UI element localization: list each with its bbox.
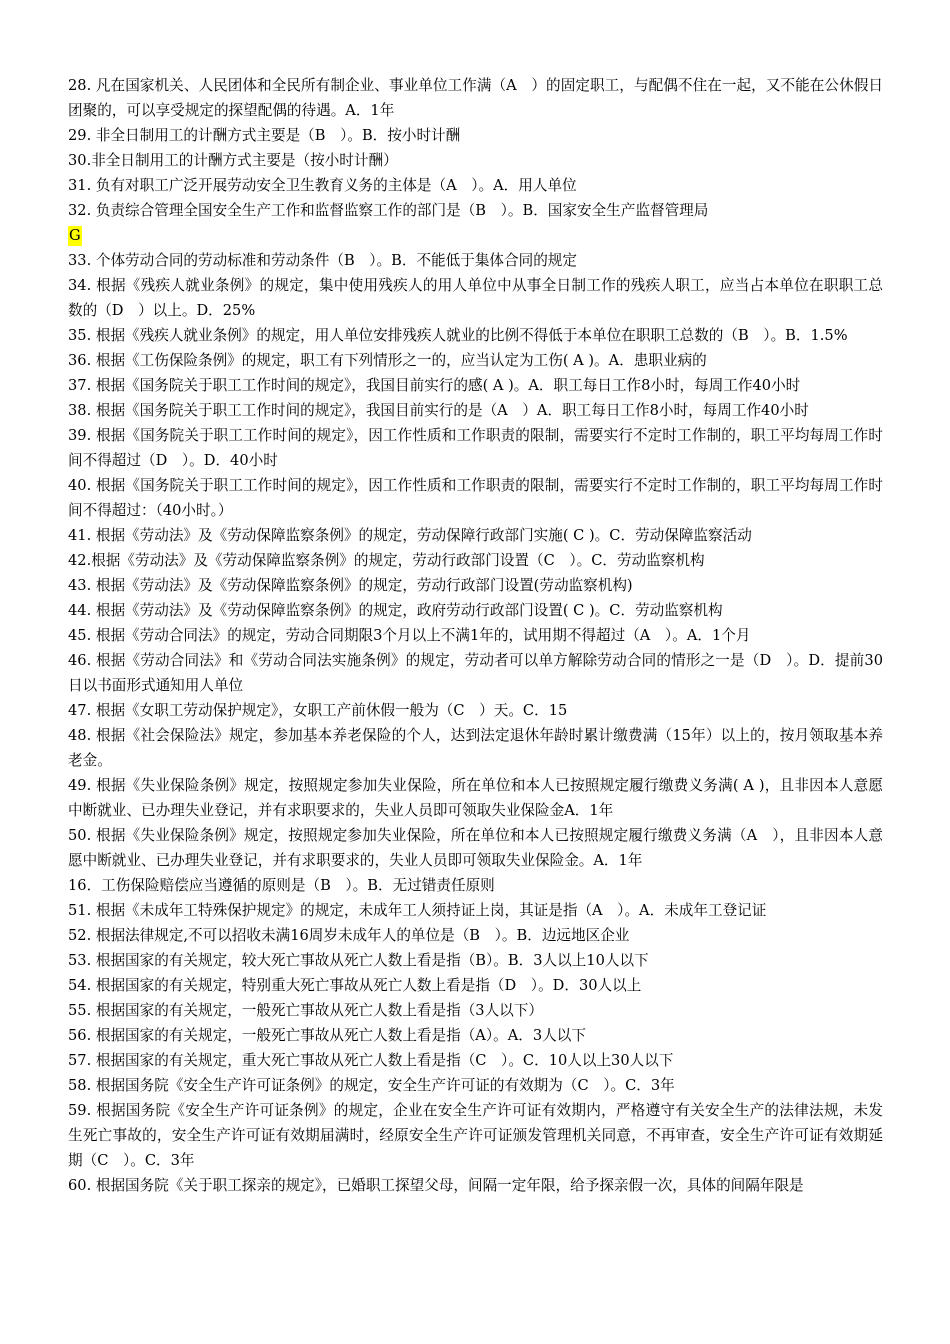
paragraph-39: 39. 根据《国务院关于职工工作时间的规定》，因工作性质和工作职责的限制，需要实行不定时工作制的，职工平均每周工作时间不得超过（D ）。D．40小时 bbox=[68, 427, 883, 469]
paragraph-40: 40. 根据《国务院关于职工工作时间的规定》，因工作性质和工作职责的限制，需要实行不定时工作制的，职工平均每周工作时间不得超过：（40小时。） bbox=[68, 477, 883, 519]
paragraph-57: 57. 根据国家的有关规定，重大死亡事故从死亡人数上看是指（C ）。C．10人以上30人以下 bbox=[68, 1052, 674, 1069]
paragraph-16: 16．工伤保险赔偿应当遵循的原则是（B ）。B．无过错责任原则 bbox=[68, 877, 495, 894]
highlighted-letter: G bbox=[69, 227, 81, 244]
paragraph-44: 44. 根据《劳动法》及《劳动保障监察条例》的规定，政府劳动行政部门设置( C )。C．劳动监察机构 bbox=[68, 602, 723, 619]
paragraph-54: 54. 根据国家的有关规定，特别重大死亡事故从死亡人数上看是指（D ）。D．30人以上 bbox=[68, 977, 642, 994]
paragraph-59: 59. 根据国务院《安全生产许可证条例》的规定，企业在安全生产许可证有效期内，严格遵守有关安全生产的法律法规，未发生死亡事故的，安全生产许可证有效期届满时，经原安全生产许可证颁发管理机关同意，不再审查，安全生产许可证有效期延期（C ）。C．3年 bbox=[68, 1102, 883, 1169]
paragraph-42: 42.根据《劳动法》及《劳动保障监察条例》的规定，劳动行政部门设置（C ）。C．劳动监察机构 bbox=[68, 552, 705, 569]
paragraph-45: 45. 根据《劳动合同法》的规定，劳动合同期限3个月以上不满1年的，试用期不得超过（A ）。A．1个月 bbox=[68, 627, 751, 644]
paragraph-56: 56. 根据国家的有关规定，一般死亡事故从死亡人数上看是指（A）。A．3人以下 bbox=[68, 1027, 586, 1044]
section-letter-g bbox=[68, 223, 883, 248]
paragraph-38: 38. 根据《国务院关于职工工作时间的规定》，我国目前实行的是（A ）A．职工每日工作8小时，每周工作40小时 bbox=[68, 402, 809, 419]
paragraph-53: 53. 根据国家的有关规定，较大死亡事故从死亡人数上看是指（B）。B．3人以上10人以下 bbox=[68, 952, 649, 969]
paragraph-34: 34. 根据《残疾人就业条例》的规定，集中使用残疾人的用人单位中从事全日制工作的残疾人职工，应当占本单位在职职工总数的（D ）以上。D．25% bbox=[68, 277, 883, 319]
paragraph-43: 43. 根据《劳动法》及《劳动保障监察条例》的规定，劳动行政部门设置(劳动监察机构) bbox=[68, 577, 633, 594]
paragraph-32: 32. 负责综合管理全国安全生产工作和监督监察工作的部门是（B ）。B．国家安全生产监督管理局 bbox=[68, 202, 709, 219]
paragraph-46: 46. 根据《劳动合同法》和《劳动合同法实施条例》的规定，劳动者可以单方解除劳动合同的情形之一是（D ）。D．提前30日以书面形式通知用人单位 bbox=[68, 652, 883, 694]
paragraph-29: 29. 非全日制用工的计酬方式主要是（B ）。B．按小时计酬 bbox=[68, 127, 461, 144]
paragraph-31: 31. 负有对职工广泛开展劳动安全卫生教育义务的主体是（A ）。A．用人单位 bbox=[68, 177, 577, 194]
paragraph-52: 52. 根据法律规定,不可以招收未满16周岁未成年人的单位是（B ）。B．边远地区企业 bbox=[68, 927, 630, 944]
paragraph-58: 58. 根据国务院《安全生产许可证条例》的规定，安全生产许可证的有效期为（C ）。C．3年 bbox=[68, 1077, 675, 1094]
paragraph-30: 30.非全日制用工的计酬方式主要是（按小时计酬） bbox=[68, 152, 398, 169]
paragraph-48: 48. 根据《社会保险法》规定，参加基本养老保险的个人，达到法定退休年龄时累计缴费满（15年）以上的，按月领取基本养老金。 bbox=[68, 727, 883, 769]
paragraph-37: 37. 根据《国务院关于职工工作时间的规定》，我国目前实行的感( A )。A．职工每日工作8小时，每周工作40小时 bbox=[68, 377, 801, 394]
paragraph-33: 33. 个体劳动合同的劳动标准和劳动条件（B ）。B．不能低于集体合同的规定 bbox=[68, 252, 577, 269]
paragraph-49: 49. 根据《失业保险条例》规定，按照规定参加失业保险，所在单位和本人已按照规定履行缴费义务满( A )，且非因本人意愿中断就业、已办理失业登记，并有求职要求的，失业人员即可领取失业保险金A．1年 bbox=[68, 777, 883, 819]
paragraph-51: 51. 根据《未成年工特殊保护规定》的规定，未成年工人须持证上岗，其证是指（A ）。A．未成年工登记证 bbox=[68, 902, 767, 919]
paragraph-35: 35. 根据《残疾人就业条例》的规定，用人单位安排残疾人就业的比例不得低于本单位在职职工总数的（B ）。B．1.5% bbox=[68, 327, 848, 344]
paragraph-60: 60. 根据国务院《关于职工探亲的规定》，已婚职工探望父母，间隔一定年限，给予探亲假一次，具体的间隔年限是 bbox=[68, 1177, 804, 1194]
paragraph-50: 50. 根据《失业保险条例》规定，按照规定参加失业保险，所在单位和本人已按照规定履行缴费义务满（A ），且非因本人意愿中断就业、已办理失业登记，并有求职要求的，失业人员即可领取失业保险金。A．1年 bbox=[68, 827, 883, 869]
paragraph-47: 47. 根据《女职工劳动保护规定》，女职工产前休假一般为（C ）天。C．15 bbox=[68, 702, 568, 719]
paragraph-55: 55. 根据国家的有关规定，一般死亡事故从死亡人数上看是指（3人以下） bbox=[68, 1002, 543, 1019]
document-body bbox=[68, 73, 883, 1198]
paragraph-28: 28. 凡在国家机关、人民团体和全民所有制企业、事业单位工作满（A ）的固定职工，与配偶不住在一起，又不能在公休假日团聚的，可以享受规定的探望配偶的待遇。A．1年 bbox=[68, 77, 883, 119]
paragraph-41: 41. 根据《劳动法》及《劳动保障监察条例》的规定，劳动保障行政部门实施( C )。C．劳动保障监察活动 bbox=[68, 527, 752, 544]
paragraph-36: 36. 根据《工伤保险条例》的规定，职工有下列情形之一的，应当认定为工伤( A )。A．患职业病的 bbox=[68, 352, 707, 369]
